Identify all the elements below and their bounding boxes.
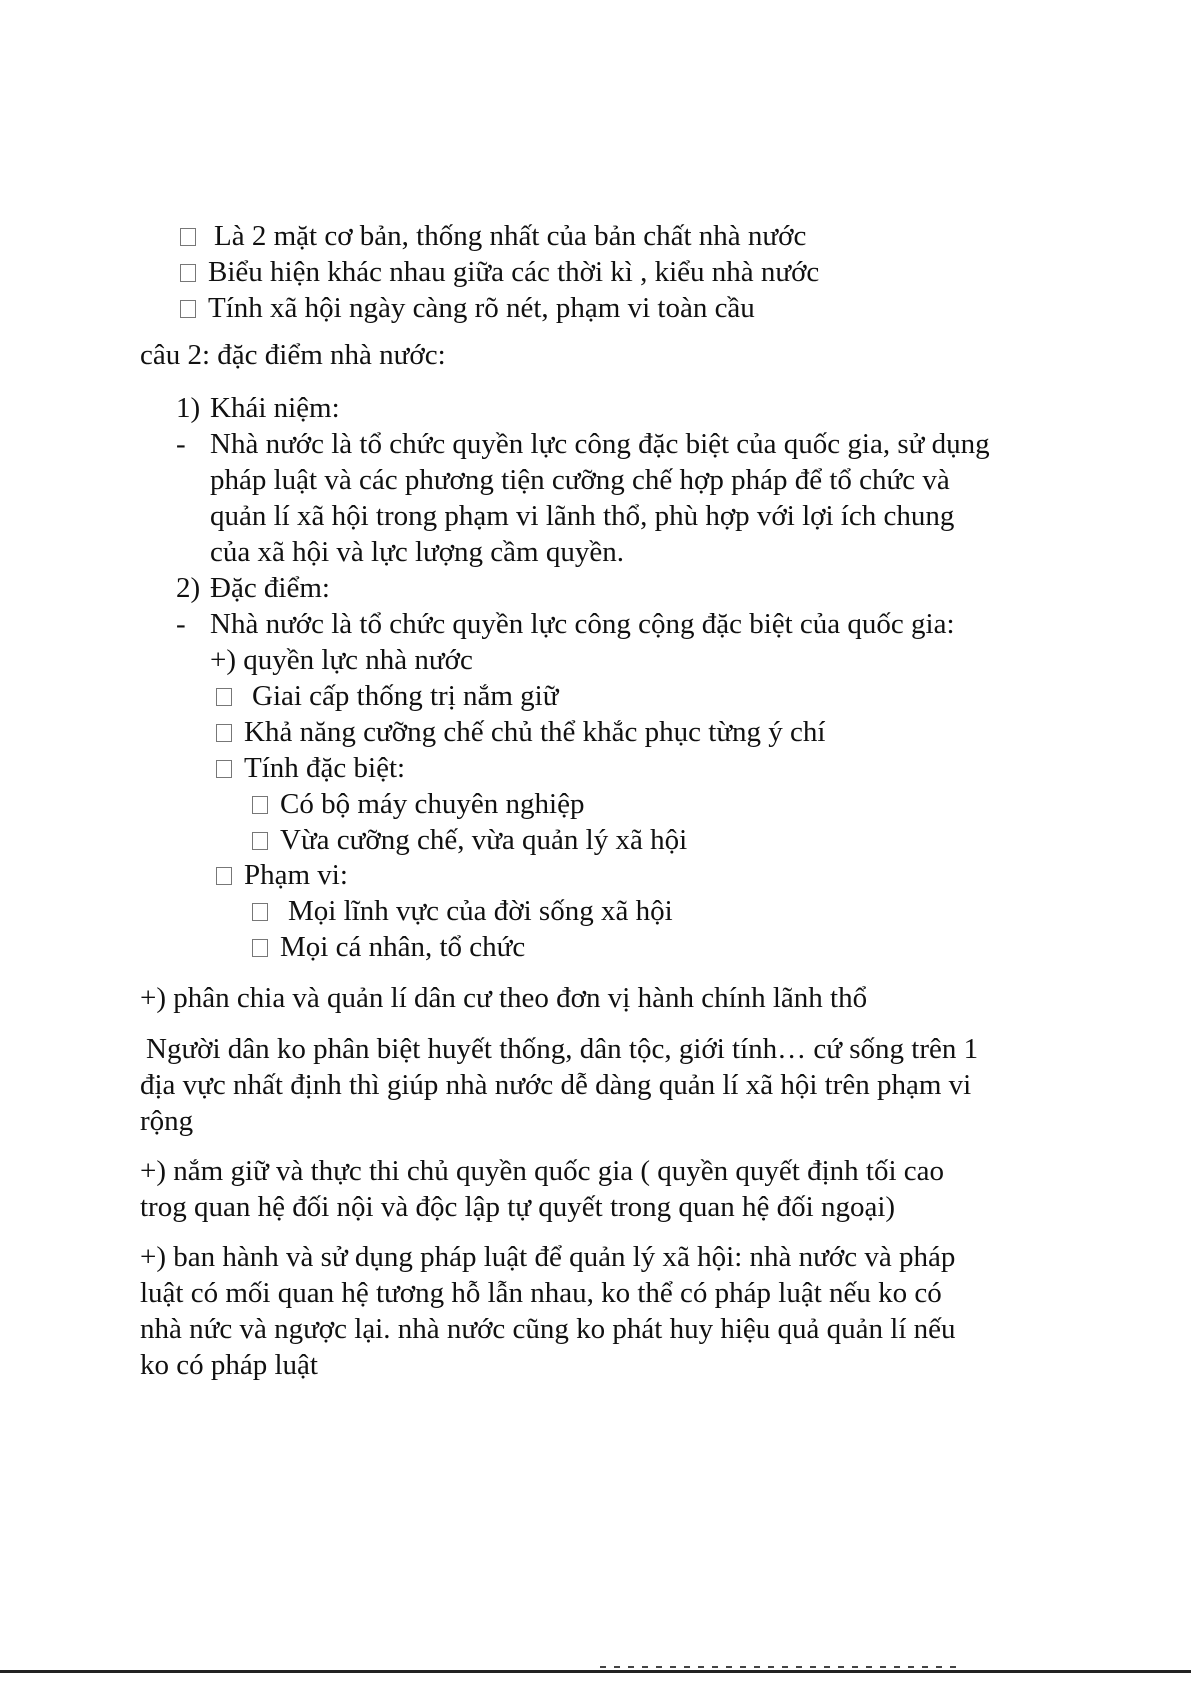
definition-line: Nhà nước là tổ chức quyền lực công đặc biệt của quốc gia, sử dụng — [210, 428, 990, 460]
bullet-box-icon — [252, 903, 268, 921]
question-heading: câu 2: đặc điểm nhà nước: — [140, 339, 446, 371]
section-number: 2) — [176, 572, 201, 604]
bullet-box-icon — [180, 300, 196, 318]
paragraph-line: Người dân ko phân biệt huyết thống, dân tộc, giới tính… cứ sống trên 1 — [146, 1033, 979, 1065]
bullet-box-icon — [216, 724, 232, 742]
paragraph: +) phân chia và quản lí dân cư theo đơn vị hành chính lãnh thổ — [140, 982, 868, 1014]
bullet-box-icon — [252, 939, 268, 957]
dash-marker: - — [176, 428, 186, 460]
paragraph-line: trog quan hệ đối nội và độc lập tự quyết trong quan hệ đối ngoại) — [140, 1191, 896, 1223]
list-item: Vừa cưỡng chế, vừa quản lý xã hội — [252, 822, 687, 858]
bullet-box-icon — [252, 796, 268, 814]
bullet-box-icon — [216, 688, 232, 706]
section-title: Khái niệm: — [210, 392, 340, 424]
paragraph-line: rộng — [140, 1105, 194, 1137]
definition-line: của xã hội và lực lượng cầm quyền. — [210, 536, 624, 568]
list-item: Tính đặc biệt: — [216, 750, 405, 786]
bullet-item: Tính xã hội ngày càng rõ nét, phạm vi toàn cầu — [180, 290, 755, 326]
bullet-box-icon — [180, 228, 196, 246]
bullet-box-icon — [216, 867, 232, 885]
bullet-box-icon — [216, 760, 232, 778]
paragraph-line: +) nắm giữ và thực thi chủ quyền quốc gia ( quyền quyết định tối cao — [140, 1155, 945, 1187]
page-bottom-rule — [0, 1670, 1191, 1673]
dash-marker: - — [176, 608, 186, 640]
list-item: Phạm vi: — [216, 857, 348, 893]
paragraph-line: +) ban hành và sử dụng pháp luật để quản lý xã hội: nhà nước và pháp — [140, 1241, 956, 1273]
bullet-item: Là 2 mặt cơ bản, thống nhất của bản chất nhà nước — [180, 218, 806, 254]
list-item: Mọi cá nhân, tổ chức — [252, 929, 525, 965]
paragraph-line: nhà nức và ngược lại. nhà nước cũng ko phát huy hiệu quả quản lí nếu — [140, 1313, 956, 1345]
definition-line: quản lí xã hội trong phạm vi lãnh thổ, phù hợp với lợi ích chung — [210, 500, 955, 532]
bullet-box-icon — [180, 264, 196, 282]
bullet-box-icon — [252, 832, 268, 850]
paragraph-line: luật có mối quan hệ tương hỗ lẫn nhau, ko thể có pháp luật nếu ko có — [140, 1277, 942, 1309]
list-item: Mọi lĩnh vực của đời sống xã hội — [252, 893, 673, 929]
paragraph-line: ko có pháp luật — [140, 1349, 318, 1381]
definition-line: pháp luật và các phương tiện cưỡng chế hợp pháp để tổ chức và — [210, 464, 950, 496]
section-intro: Nhà nước là tổ chức quyền lực công cộng đặc biệt của quốc gia: — [210, 608, 955, 640]
list-item: Khả năng cưỡng chế chủ thể khắc phục từng ý chí — [216, 714, 825, 750]
section-number: 1) — [176, 392, 201, 424]
bullet-item: Biểu hiện khác nhau giữa các thời kì , kiểu nhà nước — [180, 254, 819, 290]
list-item: Giai cấp thống trị nắm giữ — [216, 678, 558, 714]
page-edge-artifact — [600, 1666, 960, 1668]
paragraph-line: địa vực nhất định thì giúp nhà nước dễ dàng quản lí xã hội trên phạm vi — [140, 1069, 972, 1101]
sub-heading: +) quyền lực nhà nước — [210, 644, 473, 676]
section-title: Đặc điểm: — [210, 572, 330, 604]
list-item: Có bộ máy chuyên nghiệp — [252, 786, 584, 822]
